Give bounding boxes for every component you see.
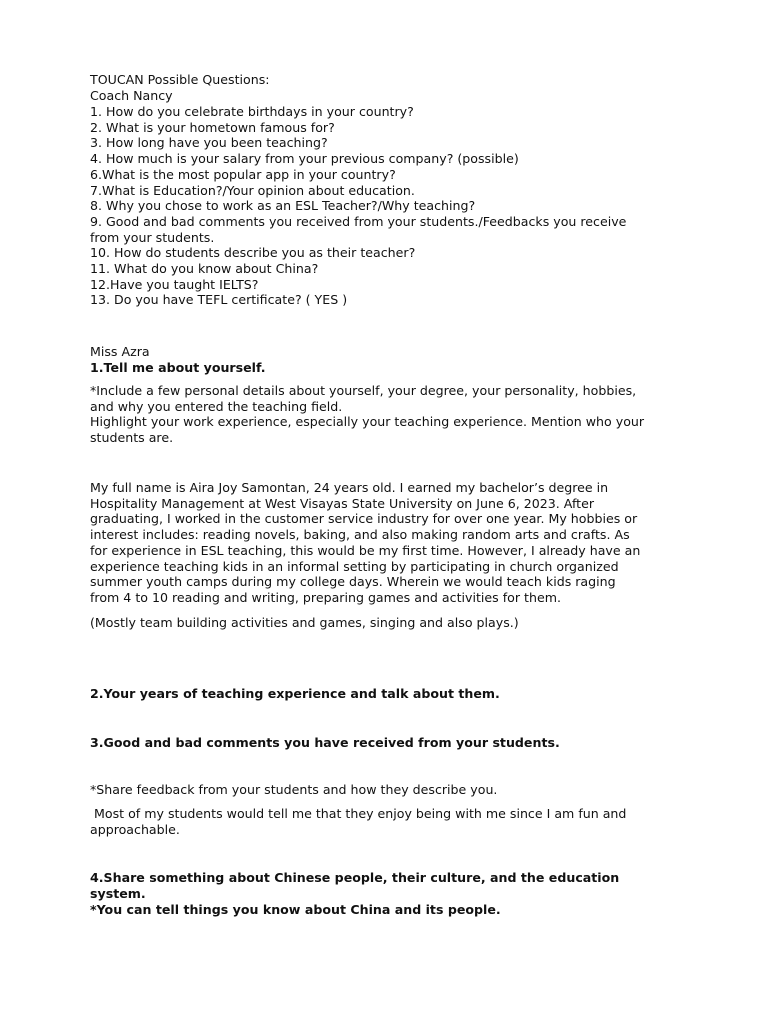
answer-line: Most of my students would tell me that they enjoy being with me since I am fun and (90, 806, 627, 821)
heading-line: 4.Share something about Chinese people, their culture, and the education (90, 870, 620, 885)
document-title: TOUCAN Possible Questions: (90, 72, 270, 87)
list-item: 4. How much is your salary from your previous company? (possible) (90, 151, 519, 167)
tip-line: *Include a few personal details about yourself, your degree, your personality, hobbies, (90, 383, 637, 398)
list-item: 11. What do you know about China? (90, 261, 319, 277)
question-4-heading (90, 870, 619, 901)
question-1-tips (90, 383, 644, 446)
question-3-heading: 3.Good and bad comments you have received from your students. (90, 735, 560, 750)
coach-nancy-label: Coach Nancy (90, 88, 173, 103)
answer-line: graduating, I worked in the customer service industry for over one year. My hobbies or (90, 511, 638, 527)
coach-azra-label: Miss Azra (90, 344, 150, 359)
tip-line: Highlight your work experience, especially your teaching experience. Mention who your (90, 414, 645, 430)
answer-line: from 4 to 10 reading and writing, preparing games and activities for them. (90, 589, 561, 605)
list-item: from your students. (90, 229, 215, 245)
question-3-tip: *Share feedback from your students and how they describe you. (90, 782, 498, 797)
question-2-heading: 2.Your years of teaching experience and talk about them. (90, 686, 500, 701)
list-item: 2. What is your hometown famous for? (90, 119, 335, 135)
answer-line: My full name is Aira Joy Samontan, 24 years old. I earned my bachelor’s degree in (90, 480, 609, 495)
answer-line: summer youth camps during my college days. Wherein we would teach kids raging (90, 574, 616, 590)
list-item: 10. How do students describe you as their teacher? (90, 245, 416, 261)
list-item: 13. Do you have TEFL certificate? ( YES ) (90, 292, 348, 308)
nancy-question-list (90, 104, 626, 308)
list-item: 7.What is Education?/Your opinion about education. (90, 182, 415, 198)
question-1-answer (90, 480, 640, 606)
heading-line: system. (90, 885, 146, 901)
list-item: 12.Have you taught IELTS? (90, 276, 259, 292)
question-1-note: (Mostly team building activities and games, singing and also plays.) (90, 615, 519, 630)
answer-line: for experience in ESL teaching, this would be my first time. However, I already have an (90, 542, 641, 558)
question-1-heading: 1.Tell me about yourself. (90, 360, 266, 375)
answer-line: experience teaching kids in an informal setting by participating in church organized (90, 558, 619, 574)
answer-line: interest includes: reading novels, baking, and also making random arts and crafts. As (90, 527, 630, 543)
list-item: 8. Why you chose to work as an ESL Teacher?/Why teaching? (90, 198, 476, 214)
answer-line: approachable. (90, 821, 180, 837)
tip-line: students are. (90, 430, 174, 446)
list-item: 9. Good and bad comments you received from your students./Feedbacks you receive (90, 213, 627, 229)
tip-line: and why you entered the teaching field. (90, 398, 343, 414)
list-item: 1. How do you celebrate birthdays in your country? (90, 104, 414, 119)
answer-line: Hospitality Management at West Visayas State University on June 6, 2023. After (90, 495, 595, 511)
list-item: 6.What is the most popular app in your country? (90, 166, 396, 182)
question-4-tip: *You can tell things you know about China and its people. (90, 902, 501, 917)
list-item: 3. How long have you been teaching? (90, 135, 328, 151)
question-3-answer (90, 806, 626, 837)
